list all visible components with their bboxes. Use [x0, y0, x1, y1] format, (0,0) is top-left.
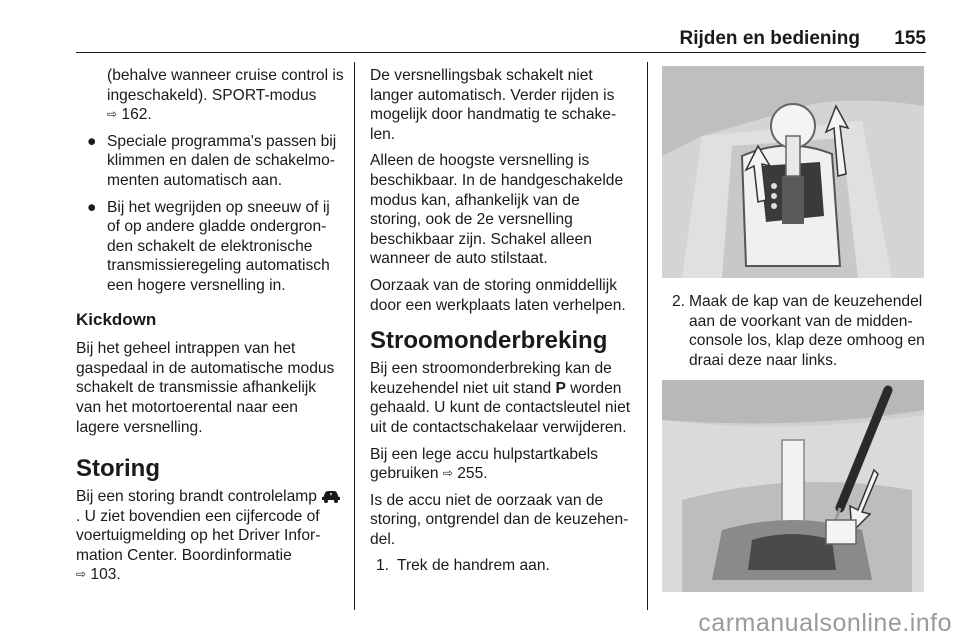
reference-arrow-icon: ⇨: [442, 466, 453, 481]
kickdown-heading: Kickdown: [76, 309, 157, 329]
paragraph: Oorzaak van de storing onmiddellijk door een werkplaats laten verhelpen.: [370, 276, 626, 314]
step-number: 2.: [672, 293, 686, 310]
step-text: Trek de handrem aan.: [397, 557, 550, 575]
intro-paragraph: (behalve wanneer cruise control is ingeschakeld). SPORT-modus ⇨ 162.: [107, 67, 344, 124]
paragraph: De versnellingsbak schakelt niet langer automatisch. Verder rijden is mogelijk door handmatig te schakelen.: [370, 67, 617, 143]
transmission-warning-icon: [321, 489, 341, 503]
page-number: 155: [894, 28, 926, 49]
column-1: [76, 66, 344, 592]
section-title: Rijden en bediening: [679, 28, 860, 49]
gear-position-p: P: [555, 379, 566, 397]
step-number: 1.: [376, 557, 390, 575]
column-divider-1: [354, 62, 355, 610]
selector-cover-photo: [662, 380, 924, 592]
reference-arrow-icon: ⇨: [76, 567, 87, 582]
page-header: [76, 22, 926, 53]
bullet-item: ● Bij het wegrijden op sneeuw of ij of op andere gladde ondergronden schakelt de elektronische transmissieregeling automatisch een hogere versnelling in.: [87, 198, 330, 294]
bullet-icon: ●: [87, 198, 97, 216]
reference-arrow-icon: ⇨: [107, 107, 118, 122]
step-1: [370, 556, 634, 576]
stroomonderbreking-heading: Stroomonderbreking: [370, 327, 608, 355]
storing-paragraph: Bij een storing brandt controlelamp . U ziet bovendien een cijfercode of voertuigmelding op het Driver Information Center. Boordinformatie ⇨ 103.: [76, 487, 344, 585]
bullet-icon: ●: [87, 132, 97, 150]
page-reference[interactable]: 103.: [90, 566, 121, 584]
paragraph: Alleen de hoogste versnelling is beschikbaar. In de handgeschakelde modus kan, afhankelijk van de storing, ook de 2e versnelling beschikbaar zijn. Schakel alleen wanneer de auto stilstaat.: [370, 152, 624, 268]
step-2: [662, 292, 926, 370]
paragraph: Bij een lege accu hulpstartkabels gebruiken ⇨ 255.: [370, 445, 598, 483]
watermark: carmanualsonline.info: [698, 609, 952, 637]
kickdown-paragraph: Bij het geheel intrappen van het gaspedaal in de automatische modus schakelt de transmissie afhankelijk van het motortoerental naar een lagere versnelling.: [76, 340, 335, 436]
page-reference[interactable]: 162.: [121, 106, 152, 124]
paragraph: Bij een stroomonderbreking kan de keuzehendel niet uit stand P worden gehaald. U kunt de contactsleutel niet uit de contactschakelaar verwijderen.: [370, 360, 631, 436]
step-text: Maak de kap van de keuzehendel aan de voorkant van de middenconsole los, klap deze omhoog en draai deze naar links.: [689, 293, 925, 369]
column-2: [370, 66, 634, 583]
paragraph: Is de accu niet de oorzaak van de storing, ontgrendel dan de keuzehendel.: [370, 491, 629, 548]
page-reference[interactable]: 255.: [457, 465, 488, 483]
gear-selector-photo: [662, 66, 924, 278]
bullet-item: ● Speciale programma's passen bij klimmen en dalen de schakelmomenten automatisch aan.: [87, 132, 337, 189]
storing-heading: Storing: [76, 455, 160, 483]
column-3: [662, 66, 926, 592]
column-divider-2: [647, 62, 648, 610]
